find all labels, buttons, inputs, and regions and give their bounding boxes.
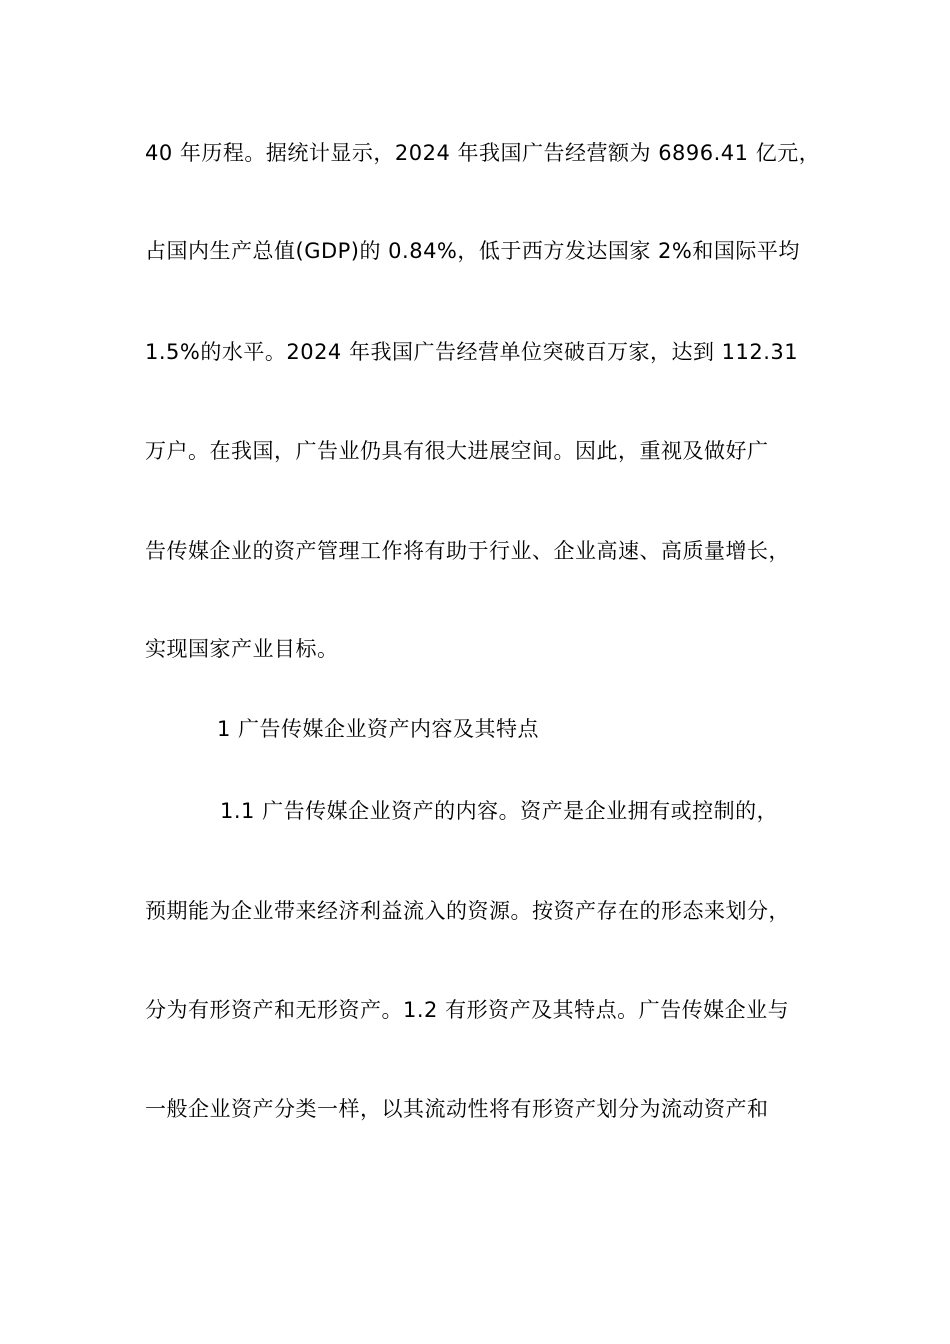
paragraph-line: 告传媒企业的资产管理工作将有助于行业、企业高速、高质量增长， (145, 539, 790, 563)
paragraph-line: 1.5%的水平。2024 年我国广告经营单位突破百万家，达到 112.31 (145, 340, 799, 364)
paragraph-line: 占国内生产总值(GDP)的 0.84%，低于西方发达国家 2%和国际平均 (145, 239, 800, 263)
section-heading: 1 广告传媒企业资产内容及其特点 (217, 717, 540, 741)
paragraph-line: 万户。在我国，广告业仍具有很大进展空间。因此，重视及做好广 (145, 439, 769, 463)
paragraph-line: 预期能为企业带来经济利益流入的资源。按资产存在的形态来划分， (145, 899, 790, 923)
paragraph-line: 1.1 广告传媒企业资产的内容。资产是企业拥有或控制的， (220, 799, 779, 823)
paragraph-line: 分为有形资产和无形资产。1.2 有形资产及其特点。广告传媒企业与 (145, 998, 790, 1022)
paragraph-line: 40 年历程。据统计显示，2024 年我国广告经营额为 6896.41 亿元， (145, 141, 821, 165)
paragraph-line: 一般企业资产分类一样，以其流动性将有形资产划分为流动资产和 (145, 1097, 769, 1121)
paragraph-line: 实现国家产业目标。 (145, 637, 339, 661)
